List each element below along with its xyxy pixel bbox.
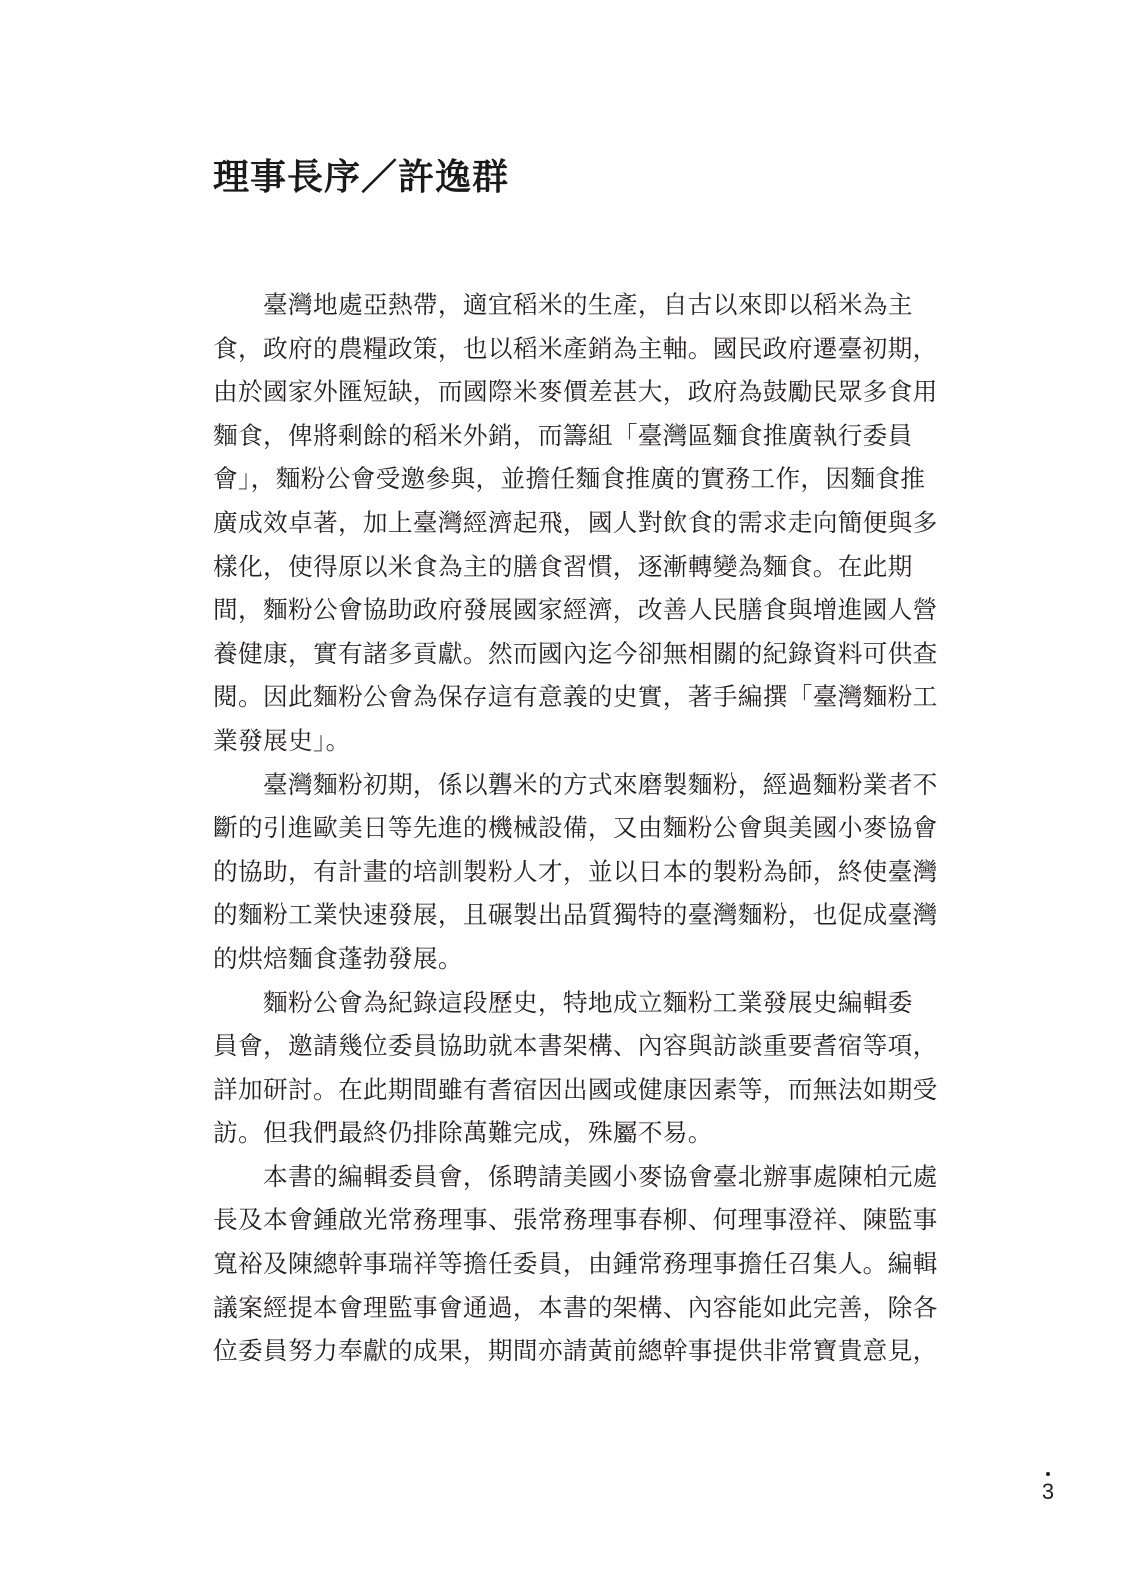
text-line: 本書的編輯委員會，係聘請美國小麥協會臺北辦事處陳柏元處	[263, 1161, 938, 1191]
page-number: 3	[1041, 1479, 1055, 1504]
text-line: 長及本會鍾啟光常務理事、張常務理事春柳、何理事澄祥、陳監事	[213, 1205, 938, 1235]
text-line: 位委員努力奉獻的成果，期間亦請黃前總幹事提供非常寶貴意見，	[213, 1336, 938, 1366]
text-line: 斷的引進歐美日等先進的機械設備，又由麵粉公會與美國小麥協會	[213, 813, 938, 843]
text-line: 的協助，有計畫的培訓製粉人才，並以日本的製粉為師，終使臺灣	[213, 856, 938, 886]
text-line: 業發展史」。	[213, 725, 351, 755]
page-dot-icon	[1046, 1472, 1050, 1476]
text-line: 間，麵粉公會協助政府發展國家經濟，改善人民膳食與增進國人營	[213, 595, 938, 625]
text-line: 臺灣麵粉初期，係以礱米的方式來磨製麵粉，經過麵粉業者不	[263, 769, 938, 799]
text-line: 閱。因此麵粉公會為保存這有意義的史實，著手編撰「臺灣麵粉工	[213, 682, 938, 712]
text-line: 詳加研討。在此期間雖有耆宿因出國或健康因素等，而無法如期受	[213, 1074, 938, 1104]
text-line: 麵食，俾將剩餘的稻米外銷，而籌組「臺灣區麵食推廣執行委員	[213, 420, 913, 450]
page-marker	[1040, 1472, 1056, 1504]
paragraph	[213, 1155, 955, 1373]
page-title: 理事長序／許逸群	[213, 157, 510, 198]
text-line: 寬裕及陳總幹事瑞祥等擔任委員，由鍾常務理事擔任召集人。編輯	[213, 1249, 938, 1279]
text-line: 臺灣地處亞熱帶，適宜稻米的生產，自古以來即以稻米為主	[263, 290, 913, 319]
text-line: 的麵粉工業快速發展，且碾製出品質獨特的臺灣麵粉，也促成臺灣	[213, 900, 938, 930]
text-line: 麵粉公會為紀錄這段歷史，特地成立麵粉工業發展史編輯委	[263, 987, 913, 1017]
text-line: 廣成效卓著，加上臺灣經濟起飛，國人對飲食的需求走向簡便與多	[213, 507, 938, 537]
paragraph	[213, 763, 955, 981]
text-line: 員會，邀請幾位委員協助就本書架構、內容與訪談重要耆宿等項，	[213, 1031, 938, 1061]
text-line: 樣化，使得原以米食為主的膳食習慣，逐漸轉變為麵食。在此期	[213, 551, 913, 581]
text-line: 由於國家外匯短缺，而國際米麥價差甚大，政府為鼓勵民眾多食用	[213, 377, 938, 407]
text-line: 養健康，實有諸多貢獻。然而國內迄今卻無相關的紀錄資料可供查	[213, 638, 938, 668]
text-line: 訪。但我們最終仍排除萬難完成，殊屬不易。	[213, 1118, 713, 1148]
text-line: 食，政府的農糧政策，也以稻米產銷為主軸。國民政府遷臺初期，	[213, 333, 938, 363]
paragraph	[213, 283, 955, 763]
text-line: 議案經提本會理監事會通過，本書的架構、內容能如此完善，除各	[213, 1292, 938, 1322]
text-line: 的烘焙麵食蓬勃發展。	[213, 943, 463, 973]
body-text	[213, 283, 955, 1373]
paragraph	[213, 981, 955, 1155]
text-line: 會」，麵粉公會受邀參與，並擔任麵食推廣的實務工作，因麵食推	[213, 464, 926, 494]
